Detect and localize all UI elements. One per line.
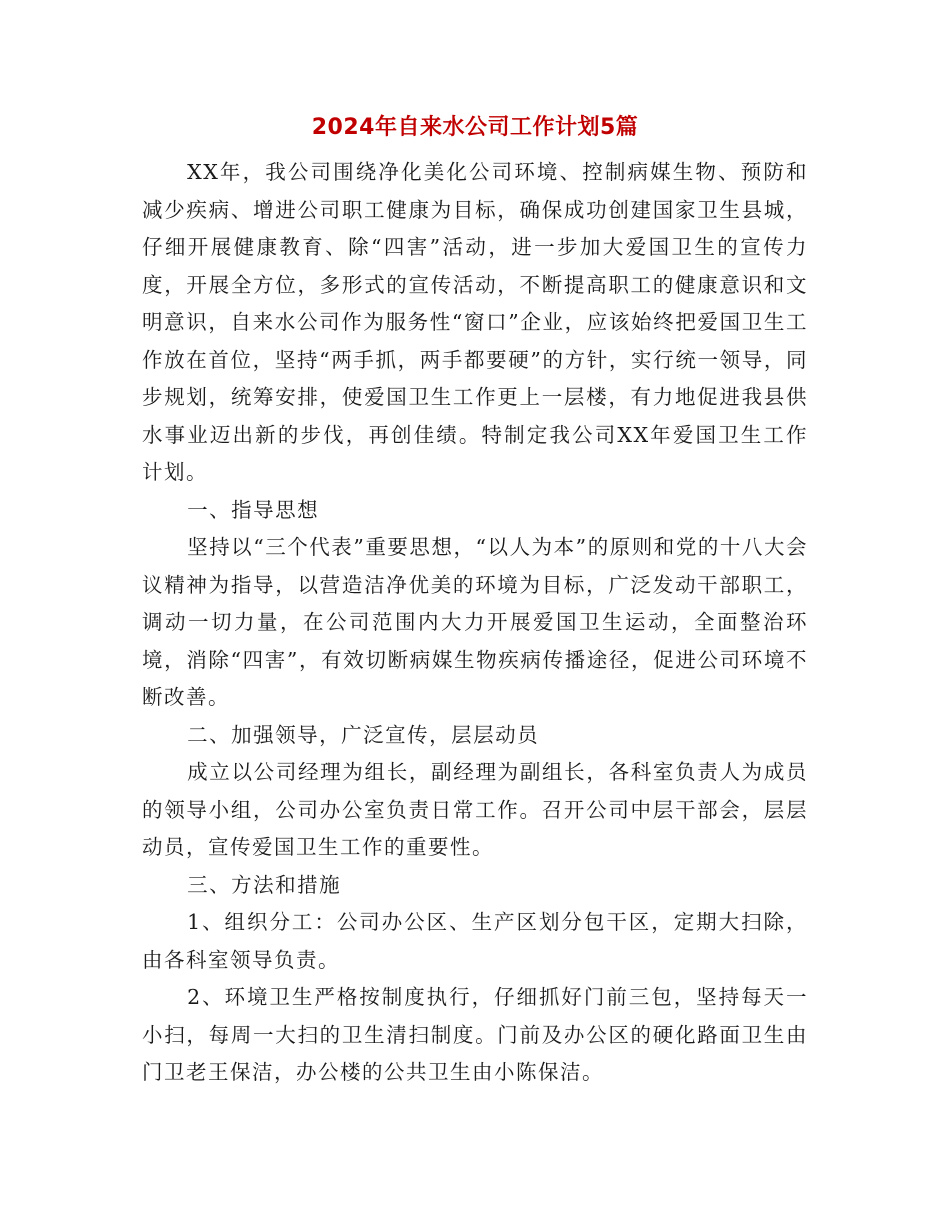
methods-item-2: 2、环境卫生严格按制度执行，仔细抓好门前三包，坚持每天一小扫，每周一大扫的卫生清扫制度。门前及办公区的硬化路面卫生由门卫老王保洁，办公楼的公共卫生由小陈保洁。	[142, 985, 808, 1084]
document-body	[142, 154, 808, 1092]
leadership-paragraph: 成立以公司经理为组长，副经理为副组长，各科室负责人为成员的领导小组，公司办公室负责日常工作。召开公司中层干部会，层层动员，宣传爱国卫生工作的重要性。	[142, 760, 808, 859]
section-heading-methods: 三、方法和措施	[187, 872, 342, 897]
methods-item-1: 1、组织分工：公司办公区、生产区划分包干区，定期大扫除，由各科室领导负责。	[142, 910, 808, 972]
guiding-ideology-paragraph: 坚持以“三个代表”重要思想，“以人为本”的原则和党的十八大会议精神为指导，以营造洁净优美的环境为目标，广泛发动干部职工，调动一切力量，在公司范围内大力开展爱国卫生运动，全面整治环境，消除“四害”，有效切断病媒生物疾病传播途径，促进公司环境不断改善。	[142, 535, 808, 709]
document-title: 2024年自来水公司工作计划5篇	[311, 115, 639, 140]
section-heading-guiding-ideology: 一、指导思想	[187, 497, 320, 522]
intro-paragraph: XX年，我公司围绕净化美化公司环境、控制病媒生物、预防和减少疾病、增进公司职工健康为目标，确保成功创建国家卫生县城，仔细开展健康教育、除“四害”活动，进一步加大爱国卫生的宣传力度，开展全方位，多形式的宣传活动，不断提高职工的健康意识和文明意识，自来水公司作为服务性“窗口”企业，应该始终把爱国卫生工作放在首位，坚持“两手抓，两手都要硬”的方针，实行统一领导，同步规划，统筹安排，使爱国卫生工作更上一层楼，有力地促进我县供水事业迈出新的步伐，再创佳绩。特制定我公司XX年爱国卫生工作计划。	[142, 160, 808, 484]
section-heading-leadership: 二、加强领导，广泛宣传，层层动员	[187, 722, 540, 747]
